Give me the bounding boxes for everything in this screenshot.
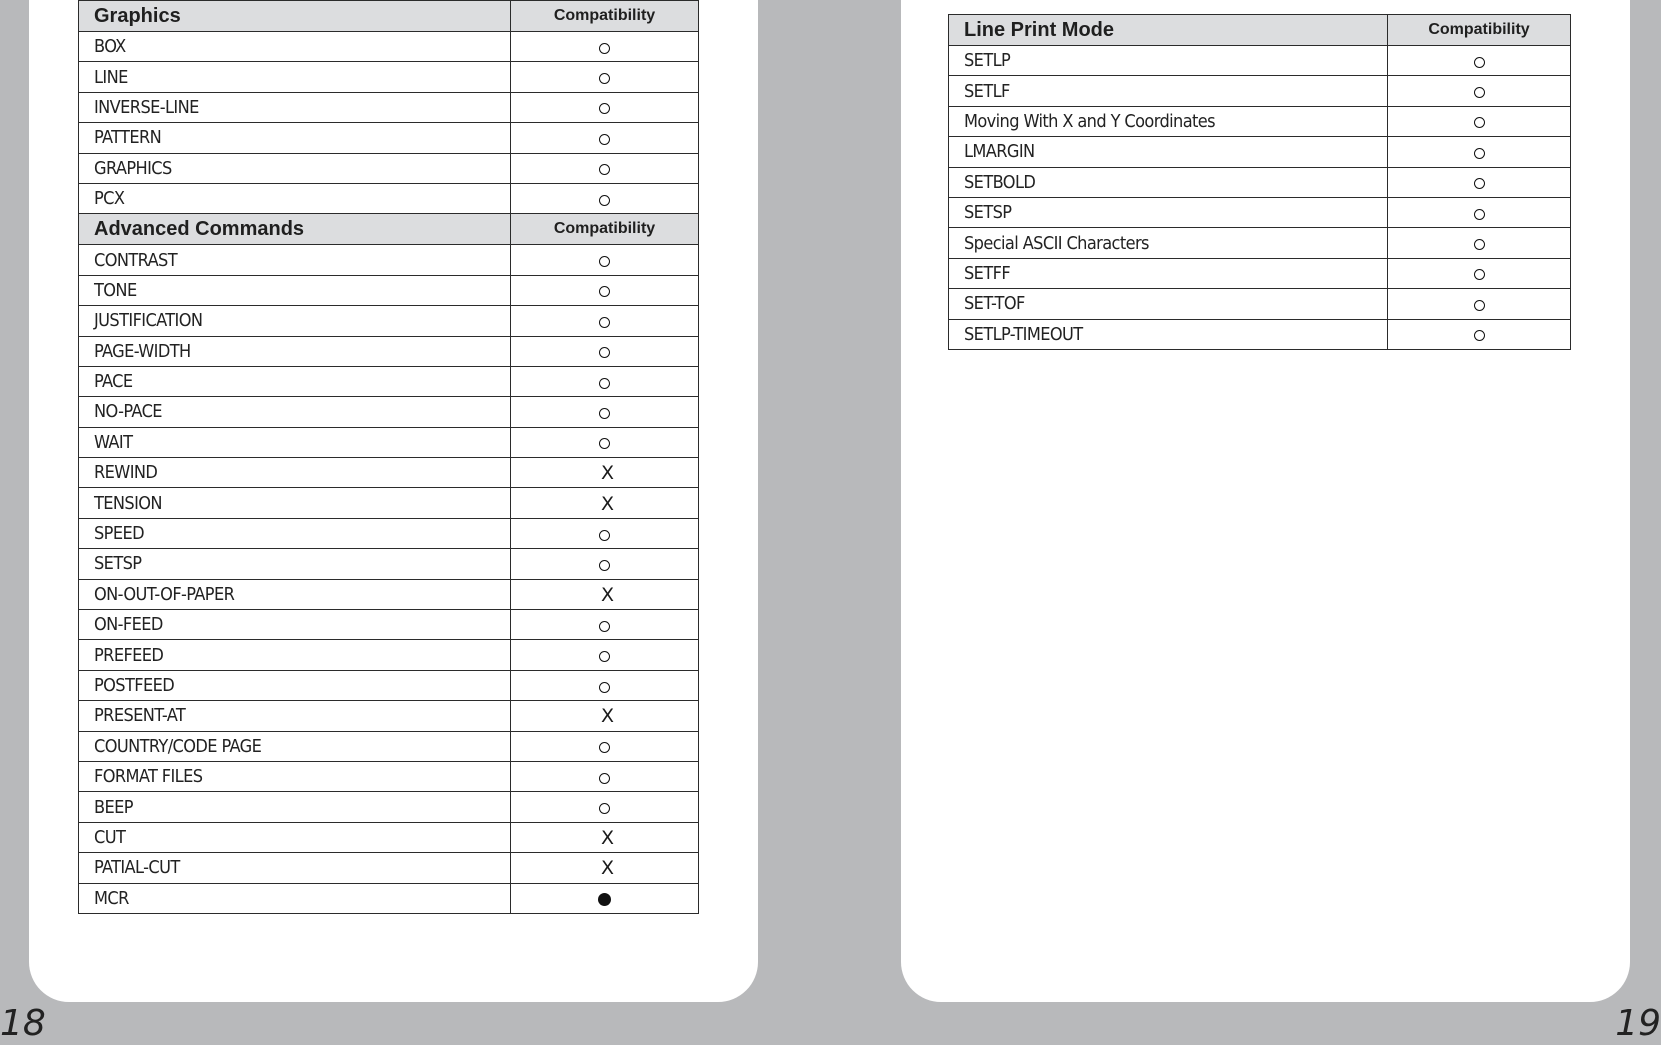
compatibility-mark [1388,228,1571,258]
command-name: SETLP-TIMEOUT [949,319,1388,349]
compatibility-mark [511,123,699,153]
table-row [79,275,699,305]
table-row [79,792,699,822]
table-row [79,853,699,883]
command-name: CUT [79,822,511,852]
table-row [79,822,699,852]
table-row [79,183,699,213]
open-circle-icon [1474,117,1485,128]
table-row [949,228,1571,258]
compatibility-mark [511,731,699,761]
command-name: COUNTRY/CODE PAGE [79,731,511,761]
compatibility-mark [1388,319,1571,349]
compatibility-mark [1388,289,1571,319]
table-row [79,153,699,183]
table-row [79,488,699,518]
open-circle-icon [599,43,610,54]
table-row [79,579,699,609]
table-row [79,518,699,548]
table-row [79,549,699,579]
open-circle-icon [1474,178,1485,189]
command-name: PCX [79,183,511,213]
compatibility-mark [1388,76,1571,106]
compatibility-mark [511,92,699,122]
command-name: Moving With X and Y Coordinates [949,106,1388,136]
command-name: NO-PACE [79,397,511,427]
open-circle-icon [599,317,610,328]
open-circle-icon [599,195,610,206]
command-name: BEEP [79,792,511,822]
table-row [79,640,699,670]
open-circle-icon [1474,239,1485,250]
open-circle-icon [599,682,610,693]
open-circle-icon [599,530,610,541]
open-circle-icon [599,408,610,419]
section-title: Graphics [79,1,511,32]
command-name: PRESENT-AT [79,701,511,731]
right-page [901,0,1630,1002]
command-name: TONE [79,275,511,305]
table-row [949,197,1571,227]
section-title: Line Print Mode [949,15,1388,46]
compatibility-mark [1388,46,1571,76]
x-mark: X [600,462,615,485]
section-header [79,214,699,245]
open-circle-icon [1474,148,1485,159]
filled-dot-icon [598,893,611,906]
compatibility-mark [511,427,699,457]
command-name: SPEED [79,518,511,548]
table-row [949,76,1571,106]
compatibility-mark [511,701,699,731]
open-circle-icon [599,621,610,632]
left-compatibility-table [78,0,699,914]
compatibility-mark [511,640,699,670]
compatibility-column-header: Compatibility [511,214,699,245]
open-circle-icon [599,651,610,662]
compatibility-mark [511,853,699,883]
table-row [79,306,699,336]
open-circle-icon [1474,209,1485,220]
compatibility-mark [511,153,699,183]
open-circle-icon [1474,330,1485,341]
table-row [949,289,1571,319]
open-circle-icon [599,560,610,571]
compatibility-mark [1388,197,1571,227]
table-row [79,427,699,457]
compatibility-mark [511,458,699,488]
command-name: PATIAL-CUT [79,853,511,883]
command-name: LMARGIN [949,137,1388,167]
table-row [79,761,699,791]
table-row [79,458,699,488]
compatibility-mark [511,610,699,640]
open-circle-icon [599,256,610,267]
table-row [79,123,699,153]
command-name: LINE [79,62,511,92]
compatibility-mark [1388,167,1571,197]
open-circle-icon [599,103,610,114]
table-row [79,92,699,122]
table-row [949,319,1571,349]
command-name: JUSTIFICATION [79,306,511,336]
compatibility-column-header: Compatibility [511,1,699,32]
compatibility-mark [511,397,699,427]
compatibility-mark [511,579,699,609]
open-circle-icon [599,438,610,449]
command-name: FORMAT FILES [79,761,511,791]
x-mark: X [600,826,615,849]
command-name: Special ASCII Characters [949,228,1388,258]
command-name: SETSP [79,549,511,579]
compatibility-mark [1388,137,1571,167]
compatibility-mark [511,183,699,213]
command-name: PAGE-WIDTH [79,336,511,366]
section-header [949,15,1571,46]
command-name: MCR [79,883,511,913]
table-row [79,32,699,62]
open-circle-icon [599,803,610,814]
open-circle-icon [599,164,610,175]
command-name: SETFF [949,258,1388,288]
table-row [79,670,699,700]
open-circle-icon [1474,300,1485,311]
command-name: WAIT [79,427,511,457]
table-row [79,62,699,92]
open-circle-icon [599,347,610,358]
command-name: BOX [79,32,511,62]
open-circle-icon [599,378,610,389]
table-row [79,336,699,366]
compatibility-mark [1388,106,1571,136]
compatibility-mark [511,792,699,822]
x-mark: X [600,857,615,880]
command-name: GRAPHICS [79,153,511,183]
compatibility-mark [511,549,699,579]
open-circle-icon [599,73,610,84]
table-row [949,46,1571,76]
compatibility-mark [511,32,699,62]
table-row [79,366,699,396]
compatibility-mark [511,488,699,518]
compatibility-mark [511,761,699,791]
table-row [79,731,699,761]
command-name: SETLF [949,76,1388,106]
command-name: INVERSE-LINE [79,92,511,122]
page-number-left: 18 [0,1003,46,1044]
compatibility-mark [511,245,699,275]
command-name: SET-TOF [949,289,1388,319]
compatibility-mark [1388,258,1571,288]
table-row [949,106,1571,136]
compatibility-mark [511,670,699,700]
command-name: SETSP [949,197,1388,227]
command-name: TENSION [79,488,511,518]
command-name: CONTRAST [79,245,511,275]
command-name: PACE [79,366,511,396]
open-circle-icon [599,742,610,753]
compatibility-column-header: Compatibility [1388,15,1571,46]
table-row [79,701,699,731]
table-row [79,883,699,913]
command-name: PREFEED [79,640,511,670]
table-row [949,167,1571,197]
table-row [949,137,1571,167]
page-number-right: 19 [1615,1003,1661,1044]
compatibility-mark [511,518,699,548]
command-name: SETLP [949,46,1388,76]
table-row [79,610,699,640]
section-header [79,1,699,32]
open-circle-icon [1474,57,1485,68]
x-mark: X [600,492,615,515]
open-circle-icon [599,286,610,297]
x-mark: X [600,705,615,728]
compatibility-mark [511,62,699,92]
table-row [79,245,699,275]
compatibility-mark [511,822,699,852]
open-circle-icon [599,773,610,784]
table-row [949,258,1571,288]
command-name: POSTFEED [79,670,511,700]
command-name: SETBOLD [949,167,1388,197]
compatibility-mark [511,275,699,305]
open-circle-icon [1474,269,1485,280]
open-circle-icon [1474,87,1485,98]
right-compatibility-table [948,14,1571,350]
command-name: REWIND [79,458,511,488]
section-title: Advanced Commands [79,214,511,245]
table-row [79,397,699,427]
command-name: PATTERN [79,123,511,153]
open-circle-icon [599,134,610,145]
left-page [29,0,758,1002]
command-name: ON-OUT-OF-PAPER [79,579,511,609]
command-name: ON-FEED [79,610,511,640]
compatibility-mark [511,336,699,366]
compatibility-mark [511,883,699,913]
compatibility-mark [511,306,699,336]
x-mark: X [600,583,615,606]
compatibility-mark [511,366,699,396]
